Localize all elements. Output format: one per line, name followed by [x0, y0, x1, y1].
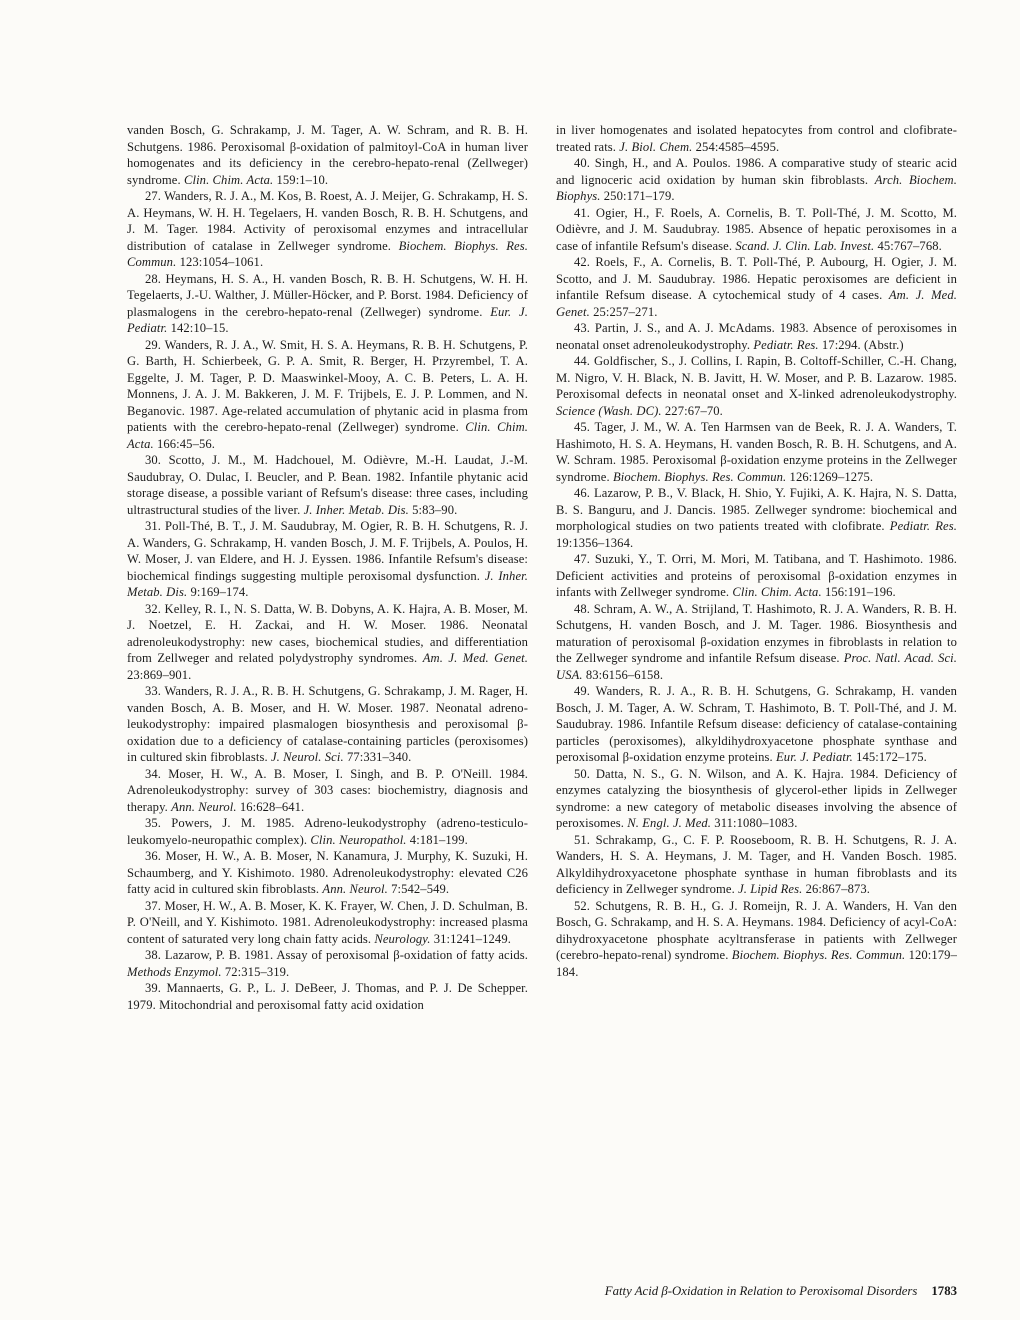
reference-text: 120:179–184.: [556, 948, 957, 979]
reference-entry: [556, 766, 957, 832]
reference-text: 45:767–768.: [874, 238, 942, 253]
journal-name: Am. J. Med. Genet.: [556, 288, 957, 319]
journal-name: Biochem. Biophys. Res. Commun.: [127, 238, 529, 269]
journal-name: N. Engl. J. Med.: [627, 816, 712, 830]
journal-name: Clin. Chim. Acta.: [183, 172, 274, 187]
reference-entry: [127, 766, 528, 816]
reference-entry: [127, 848, 528, 898]
reference-text: 38. Lazarow, P. B. 1981. Assay of peroxisomal β-oxidation of fatty acids.: [145, 948, 528, 962]
reference-text: 126:1269–1275.: [786, 469, 874, 484]
journal-name: Ann. Neurol.: [322, 882, 388, 896]
reference-entry: [127, 271, 528, 337]
reference-text: in liver homogenates and isolated hepatocytes from control and clofibrate-treated rats.: [556, 123, 957, 154]
reference-text: 42. Roels, F., A. Cornelis, B. T. Poll-Thé, P. Aubourg, H. Ogier, J. M. Scotto, and J. M. Saudubray. 1986. Hepatic peroxisomes are deficient in infantile Refsum disease. A cytochemical study of 4 cases.: [556, 255, 957, 302]
reference-entry: [127, 947, 528, 980]
reference-entry: [556, 205, 957, 255]
journal-name: Arch. Biochem. Biophys.: [556, 172, 957, 203]
journal-name: Pediatr. Res.: [889, 519, 957, 533]
reference-entry: [556, 122, 957, 155]
reference-text: 27. Wanders, R. J. A., M. Kos, B. Roest, A. J. Meijer, G. Schrakamp, H. S. A. Heymans, W. H. H. Tegelaers, H. vanden Bosch, R. B. H. Schutgens, and J. M. Tager. 1984. Activity of peroxisomal enzymes and intracellular distribution of catalase in Zellweger syndrome.: [127, 189, 528, 253]
page-number: 1783: [931, 1284, 957, 1298]
reference-text: 43. Partin, J. S., and A. J. McAdams. 1983. Absence of peroxisomes in neonatal onset adrenoleukodystrophy.: [556, 321, 957, 352]
reference-text: 51. Schrakamp, G., C. F. P. Rooseboom, R. B. H. Schutgens, R. J. A. Wanders, H. S. A. Heymans, J. M. Tager, and H. Vanden Bosch. 1985. Alkyldihydroxyacetone phosphate synthase in human fibroblasts and its deficiency in Zellweger syndrome.: [556, 832, 957, 896]
reference-entry: [127, 601, 528, 684]
reference-text: 142:10–15.: [167, 321, 229, 335]
reference-entry: [127, 980, 528, 1013]
reference-entry: [556, 683, 957, 766]
journal-name: J. Inher. Metab. Dis.: [303, 502, 409, 517]
journal-name: J. Neurol. Sci.: [270, 750, 344, 764]
journal-name: Clin. Chim. Acta.: [732, 585, 822, 599]
reference-entry: [556, 254, 957, 320]
reference-text: 5:83–90.: [408, 502, 458, 517]
journal-name: Proc. Natl. Acad. Sci. USA.: [556, 651, 958, 682]
reference-text: vanden Bosch, G. Schrakamp, J. M. Tager, A. W. Schram, and R. B. H. Schutgens. 1986. Peroxisomal β-oxidation of palmitoyl-CoA in human liver homogenates and its deficiency in the cerebro-hepato-renal (Zellweger) syndrome.: [127, 123, 528, 187]
reference-text: 45. Tager, J. M., W. A. Ten Harmsen van de Beek, R. J. A. Wanders, T. Hashimoto, H. S. A. Heymans, H. vanden Bosch, R. B. H. Schutgens, and A. W. Schram. 1985. Peroxisomal β-oxidation enzyme proteins in the Zellweger syndrome.: [556, 420, 957, 484]
reference-text: 7:542–549.: [387, 882, 450, 896]
journal-name: J. Biol. Chem.: [619, 139, 693, 154]
journal-name: Biochem. Biophys. Res. Commun.: [731, 948, 906, 962]
reference-text: 16:628–641.: [236, 799, 305, 814]
reference-text: 34. Moser, H. W., A. B. Moser, I. Singh, and B. P. O'Neill. 1984. Adrenoleukodystrophy: survey of 303 cases: biochemistry, diagnosis and therapy.: [127, 766, 528, 814]
journal-name: Neurology.: [374, 931, 431, 946]
reference-entry: [556, 320, 957, 353]
reference-text: 28. Heymans, H. S. A., H. vanden Bosch, R. B. H. Schutgens, W. H. H. Tegelaerts, J.-U. Walther, J. Müller-Höcker, and P. Borst. 1984. Deficiency of plasmalogens in the cerebro-hepato-renal (Zellweger) syndrome.: [127, 271, 528, 319]
reference-text: 250:171–179.: [600, 189, 675, 203]
reference-text: 47. Suzuki, Y., T. Orri, M. Mori, M. Tatibana, and T. Hashimoto. 1986. Deficient activities and proteins of peroxisomal β-oxidation enzymes in infants with Zellweger syndrome.: [556, 552, 957, 599]
references-column-right: [556, 122, 957, 1013]
reference-text: 9:169–174.: [187, 585, 249, 599]
reference-text: 227:67–70.: [661, 403, 723, 418]
references-column-left: [127, 122, 528, 1013]
reference-text: 311:1080–1083.: [711, 816, 798, 830]
reference-text: 159:1–10.: [273, 172, 329, 187]
journal-name: Eur. J. Pediatr.: [127, 304, 528, 335]
reference-text: 50. Datta, N. S., G. N. Wilson, and A. K. Hajra. 1984. Deficiency of enzymes catalyzing the biosynthesis of glycerol-ether lipids in Zellweger syndrome: a new category of metabolic diseases involving the absence of peroxisomes.: [556, 766, 957, 830]
reference-text: 72:315–319.: [221, 964, 290, 979]
reference-entry: [127, 683, 528, 766]
reference-text: 49. Wanders, R. J. A., R. B. H. Schutgens, G. Schrakamp, H. vanden Bosch, J. M. Tager, A. W. Schram, T. Hashimoto, B. T. Poll-Thé, and J. M. Saudubray. 1986. Infantile Refsum disease: deficiency of catalase-containing particles (peroxisomes), alkyldihydroxyacetone phosphate synthase and peroxisomal β-oxidation enzyme proteins.: [556, 684, 957, 764]
reference-text: 35. Powers, J. M. 1985. Adreno-leukodystrophy (adreno-testiculo-leukomyelo-neuropathic complex).: [127, 816, 528, 847]
reference-text: 44. Goldfischer, S., J. Collins, I. Rapin, B. Coltoff-Schiller, C.-H. Chang, M. Nigro, V. H. Black, N. B. Javitt, H. W. Moser, and P. B. Lazarow. 1985. Peroxisomal defects in neonatal onset and X-linked adrenoleukodystrophy.: [556, 354, 957, 401]
reference-text: 23:869–901.: [127, 667, 192, 682]
reference-entry: [127, 122, 528, 188]
journal-name: Clin. Neuropathol.: [310, 832, 407, 847]
reference-text: 25:257–271.: [589, 304, 658, 319]
journal-name: Science (Wash. DC).: [556, 403, 662, 418]
journal-name: Pediatr. Res.: [753, 337, 819, 352]
reference-entry: [556, 419, 957, 485]
reference-entry: [127, 452, 528, 518]
reference-entry: [556, 832, 957, 898]
reference-text: 156:191–196.: [821, 585, 896, 599]
reference-text: 254:4585–4595.: [692, 139, 780, 154]
running-title: Fatty Acid β-Oxidation in Relation to Peroxisomal Disorders: [604, 1284, 918, 1298]
reference-entry: [556, 155, 957, 205]
reference-entry: [556, 353, 957, 419]
reference-text: 46. Lazarow, P. B., V. Black, H. Shio, Y. Fujiki, A. K. Hajra, N. S. Datta, B. S. Banguru, and J. Dancis. 1985. Zellweger syndrome: biochemical and morphological studies on two patients treated with clofibrate.: [556, 486, 957, 533]
reference-text: 52. Schutgens, R. B. H., G. J. Romeijn, R. J. A. Wanders, H. Van den Bosch, G. Schrakamp, and H. S. A. Heymans. 1984. Deficiency of acyl-CoA: dihydroxyacetone phosphate acyltransferase in patients with Zellweger (cerebro-hepato-renal) syndrome.: [556, 898, 957, 962]
reference-entry: [127, 188, 528, 271]
page-footer: [127, 1283, 957, 1299]
reference-text: 41. Ogier, H., F. Roels, A. Cornelis, B. T. Poll-Thé, J. M. Scotto, M. Odièvre, and J. M. Saudubray. 1985. Absence of hepatic peroxisomes in a case of infantile Refsum's disease.: [556, 205, 957, 253]
reference-text: 39. Mannaerts, G. P., L. J. DeBeer, J. Thomas, and P. J. De Schepper. 1979. Mitochondrial and peroxisomal fatty acid oxidation: [127, 981, 528, 1012]
reference-text: 123:1054–1061.: [176, 255, 264, 269]
reference-entry: [556, 898, 957, 981]
reference-entry: [556, 551, 957, 601]
reference-text: 145:172–175.: [852, 750, 927, 764]
reference-text: 30. Scotto, J. M., M. Hadchouel, M. Odièvre, M.-H. Laudat, J.-M. Saudubray, O. Dulac, I. Beucler, and P. Bean. 1982. Infantile phytanic acid storage disease, a possible variant of Refsum's disease: three cases, including ultrastructural studies of the liver.: [127, 453, 528, 517]
journal-name: Clin. Chim. Acta.: [127, 420, 529, 451]
reference-text: 17:294. (Abstr.): [818, 337, 904, 352]
reference-text: 4:181–199.: [406, 832, 468, 847]
reference-entry: [127, 337, 528, 453]
references-section: [127, 122, 957, 1013]
reference-text: 32. Kelley, R. I., N. S. Datta, W. B. Dobyns, A. K. Hajra, A. B. Moser, M. J. Noetzel, E. H. Zackai, and H. W. Moser. 1986. Neonatal adrenoleukodystrophy: new cases, biochemical studies, and differentiation from Zellweger and related polydystrophy syndromes.: [127, 601, 528, 665]
journal-name: Eur. J. Pediatr.: [776, 750, 853, 764]
reference-text: 31. Poll-Thé, B. T., J. M. Saudubray, M. Ogier, R. B. H. Schutgens, R. J. A. Wanders, G. Schrakamp, H. vanden Bosch, J. M. F. Trijbels, A. Poulos, H. W. Moser, J. van Eldere, and H. J. Eyssen. 1986. Infantile Refsum's disease: biochemical findings suggesting multiple peroxisomal dysfunction.: [127, 519, 528, 583]
journal-name: Scand. J. Clin. Lab. Invest.: [735, 238, 875, 253]
reference-entry: [556, 601, 957, 684]
reference-text: 83:6156–6158.: [582, 667, 664, 682]
reference-entry: [556, 485, 957, 551]
reference-text: 77:331–340.: [343, 750, 412, 764]
journal-name: Methods Enzymol.: [127, 964, 222, 979]
reference-text: 36. Moser, H. W., A. B. Moser, N. Kanamura, J. Murphy, K. Suzuki, H. Schaumberg, and Y. Kishimoto. 1980. Adrenoleukodystrophy: elevated C26 fatty acid in cultured skin fibroblasts.: [127, 849, 528, 896]
reference-text: 48. Schram, A. W., A. Strijland, T. Hashimoto, R. J. A. Wanders, R. B. H. Schutgens, H. vanden Bosch, and J. M. Tager. 1986. Biosynthesis and maturation of peroxisomal β-oxidation enzymes in fibroblasts in relation to the Zellweger syndrome and infantile Refsum disease.: [556, 601, 957, 665]
reference-text: 19:1356–1364.: [556, 535, 634, 550]
reference-entry: [127, 815, 528, 848]
reference-text: 37. Moser, H. W., A. B. Moser, K. K. Frayer, W. Chen, J. D. Schulman, B. P. O'Neill, and Y. Kishimoto. 1981. Adrenoleukodystrophy: increased plasma content of saturated very long chain fatty acids.: [127, 898, 528, 946]
journal-name: J. Lipid Res.: [738, 882, 803, 896]
reference-text: 33. Wanders, R. J. A., R. B. H. Schutgens, G. Schrakamp, J. M. Rager, H. vanden Bosch, A. B. Moser, and H. W. Moser. 1987. Neonatal adreno-leukodystrophy: impaired plasmalogen biosynthesis and peroxisomal β-oxidation due to a deficiency of catalase-containing particles (peroxisomes) in cultured skin fibroblasts.: [127, 684, 528, 764]
reference-entry: [127, 518, 528, 601]
reference-entry: [127, 898, 528, 948]
reference-text: 166:45–56.: [153, 436, 216, 451]
reference-text: 31:1241–1249.: [430, 931, 511, 946]
journal-name: Ann. Neurol.: [171, 799, 237, 814]
reference-text: 29. Wanders, R. J. A., W. Smit, H. S. A. Heymans, R. B. H. Schutgens, P. G. Barth, H. Schierbeek, G. P. A. Smit, R. Berger, H. Przyrembel, T. A. Eggelte, J. M. Tager, P. D. Maaswinkel-Mooy, A. C. B. Peters, L. A. H. Monnens, J. A. J. M. Bakkeren, J. M. F. Trijbels, E. J. P. Lommen, and N. Beganovic. 1987. Age-related accumulation of phytanic acid in plasma from patients with the cerebro-hepato-renal (Zellweger) syndrome.: [127, 337, 528, 434]
journal-name: Am. J. Med. Genet.: [422, 651, 528, 665]
journal-name: Biochem. Biophys. Res. Commun.: [612, 469, 787, 484]
journal-name: J. Inher. Metab. Dis.: [127, 568, 528, 599]
reference-text: 40. Singh, H., and A. Poulos. 1986. A comparative study of stearic acid and lignoceric acid oxidation by human skin fibroblasts.: [556, 156, 957, 187]
reference-text: 26:867–873.: [802, 882, 871, 896]
